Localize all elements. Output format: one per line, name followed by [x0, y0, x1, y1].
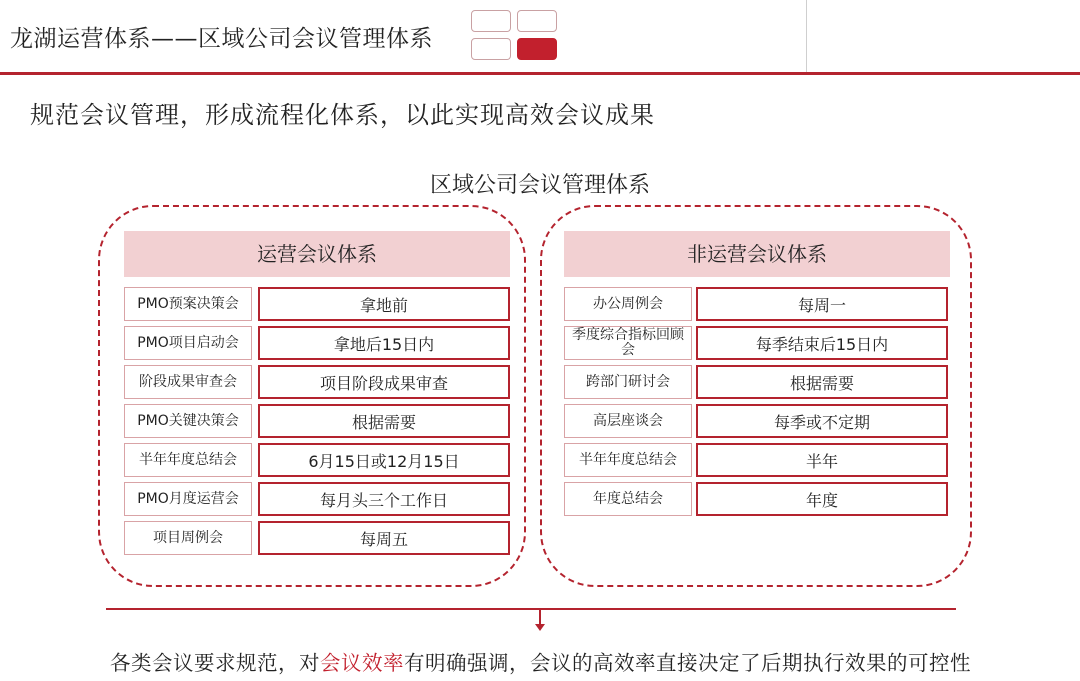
logo-tile-filled: [517, 38, 557, 60]
conclusion-text: [110, 646, 971, 676]
meeting-name: 办公周例会: [564, 287, 692, 321]
header: [0, 0, 1080, 78]
panel-header: 非运营会议体系: [564, 231, 950, 277]
logo-tile: [471, 38, 511, 60]
panel-header: 运营会议体系: [124, 231, 510, 277]
meeting-timing: 每季或不定期: [696, 404, 948, 438]
meeting-name: 年度总结会: [564, 482, 692, 516]
meeting-name: 高层座谈会: [564, 404, 692, 438]
meeting-timing: 每季结束后15日内: [696, 326, 948, 360]
meeting-timing: 半年: [696, 443, 948, 477]
meeting-timing: 年度: [696, 482, 948, 516]
logo-tile: [471, 10, 511, 32]
meeting-name: 半年年度总结会: [564, 443, 692, 477]
subtitle: 规范会议管理，形成流程化体系，以此实现高效会议成果: [30, 101, 655, 129]
conclusion-after: 有明确强调，会议的高效率直接决定了后期执行效果的可控性: [404, 651, 971, 675]
bottom-divider: [106, 608, 956, 610]
non-operations-meeting-panel: [540, 205, 972, 587]
meeting-name: PMO预案决策会: [124, 287, 252, 321]
meeting-timing: 每周一: [696, 287, 948, 321]
header-rule: [0, 72, 1080, 75]
meeting-timing: 拿地后15日内: [258, 326, 510, 360]
meeting-name: 跨部门研讨会: [564, 365, 692, 399]
meeting-timing: 每月头三个工作日: [258, 482, 510, 516]
meeting-timing: 项目阶段成果审查: [258, 365, 510, 399]
meeting-name: 半年年度总结会: [124, 443, 252, 477]
meeting-timing: 6月15日或12月15日: [258, 443, 510, 477]
header-divider: [806, 0, 807, 72]
page-title: 龙湖运营体系——区域公司会议管理体系: [10, 26, 433, 52]
logo-tile: [517, 10, 557, 32]
conclusion-highlight: 会议效率: [320, 651, 404, 675]
meeting-timing: 根据需要: [258, 404, 510, 438]
operations-meeting-panel: [98, 205, 526, 587]
meeting-timing: 每周五: [258, 521, 510, 555]
meeting-name: 项目周例会: [124, 521, 252, 555]
meeting-timing: 拿地前: [258, 287, 510, 321]
meeting-name: PMO月度运营会: [124, 482, 252, 516]
diagram-title: 区域公司会议管理体系: [429, 173, 650, 198]
conclusion-before: 各类会议要求规范，对: [110, 651, 320, 675]
meeting-name: PMO关键决策会: [124, 404, 252, 438]
meeting-name: 季度综合指标回顾会: [564, 326, 692, 360]
meeting-name: PMO项目启动会: [124, 326, 252, 360]
logo-icon: [471, 10, 561, 64]
meeting-name: 阶段成果审查会: [124, 365, 252, 399]
arrow-down-icon: [535, 624, 545, 631]
meeting-timing: 根据需要: [696, 365, 948, 399]
